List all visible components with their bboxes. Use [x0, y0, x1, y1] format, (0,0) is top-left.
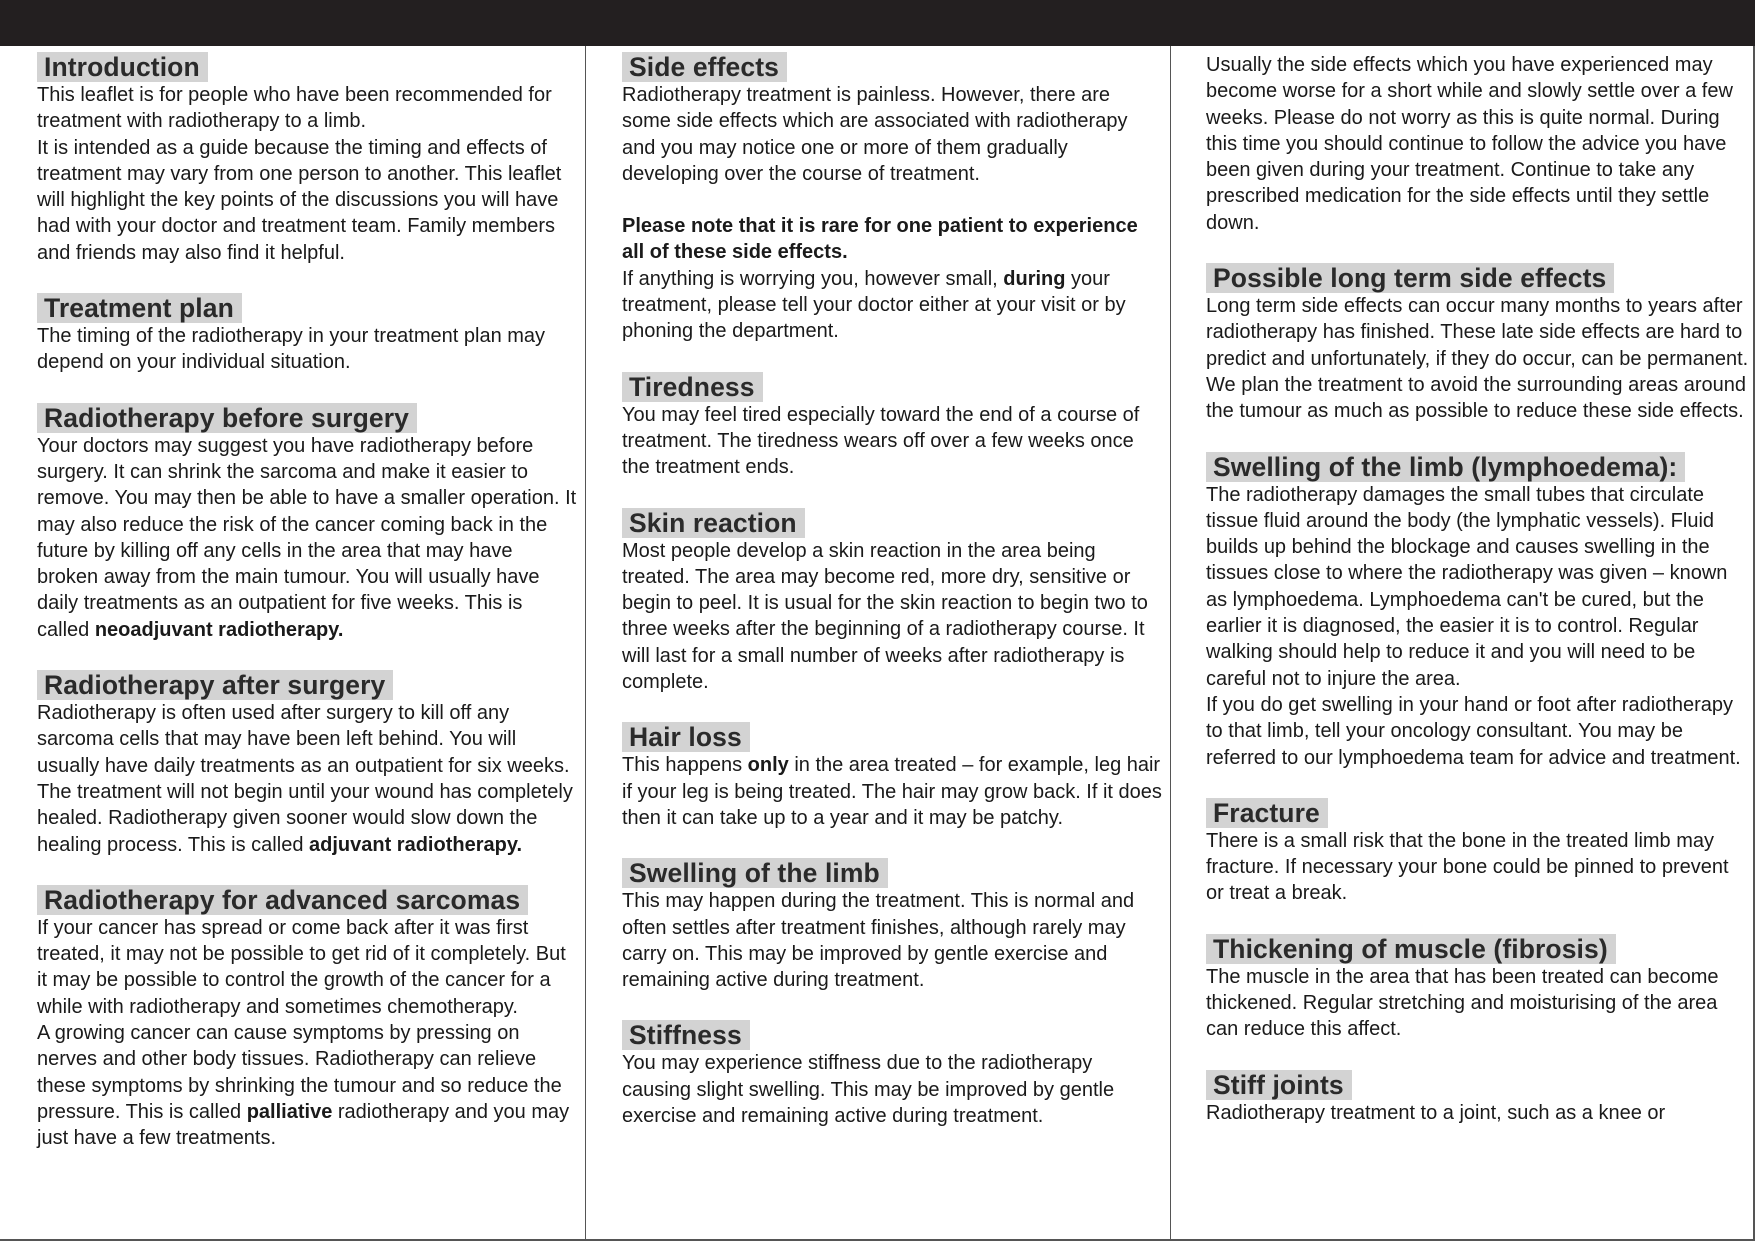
section-fracture	[1206, 798, 1749, 907]
heading-treatment-plan: Treatment plan	[37, 293, 242, 323]
column-2	[585, 46, 1170, 1241]
heading-fracture: Fracture	[1206, 798, 1328, 828]
section-skin-reaction	[622, 508, 1162, 696]
heading-side-effects: Side effects	[622, 52, 787, 82]
heading-tiredness: Tiredness	[622, 372, 763, 402]
paragraph: You may experience stiffness due to the radiotherapy causing slight swelling. This may be improved by gentle exercise and remaining active during treatment.	[622, 1052, 1115, 1128]
section-tiredness	[622, 372, 1162, 481]
heading-radiotherapy-before-surgery: Radiotherapy before surgery	[37, 403, 417, 433]
section-stiff-joints	[1206, 1070, 1749, 1126]
heading-lymphoedema: Swelling of the limb (lymphoedema):	[1206, 452, 1685, 482]
paragraph: This happens only in the area treated – for example, leg hair if your leg is being treated. The hair may grow back. If it does then it can take up to a year and it may be patchy.	[622, 754, 1162, 829]
heading-swelling-of-the-limb: Swelling of the limb	[622, 858, 888, 888]
bold-term: adjuvant radiotherapy.	[309, 833, 523, 856]
section-treatment-plan	[37, 293, 577, 376]
paragraph: Your doctors may suggest you have radiotherapy before surgery. It can shrink the sarcoma and make it easier to remove. You may then be able to have a smaller operation. It may also reduce the risk of the cancer coming back in the future by killing off any cells in the area that may have broken away from the main tumour. You will usually have daily treatments as an outpatient for five weeks. This is called neoadjuvant radiotherapy.	[37, 434, 577, 641]
heading-stiffness: Stiffness	[622, 1020, 750, 1050]
paragraph: The radiotherapy damages the small tubes that circulate tissue fluid around the body (the lymphatic vessels). Fluid builds up behind the blockage and causes swelling in the tissues close to where the radiotherapy was given – known as lymphoedema. Lymphoedema can't be cured, but the earlier it is diagnosed, the easier it is to control. Regular walking should help to reduce it and you will need to be careful not to injure the area.	[1206, 483, 1728, 690]
section-fibrosis	[1206, 934, 1749, 1043]
paragraph: It is intended as a guide because the timing and effects of treatment may vary from one person to another. This leaflet will highlight the key points of the discussions you will have had with your doctor and treatment team. Family members and friends may also find it helpful.	[37, 136, 562, 264]
note-paragraph: Please note that it is rare for one patient to experience all of these side effects.	[622, 215, 1138, 264]
paragraph: The timing of the radiotherapy in your treatment plan may depend on your individual situation.	[37, 325, 546, 374]
bold-term: only	[747, 754, 789, 777]
heading-fibrosis: Thickening of muscle (fibrosis)	[1206, 934, 1616, 964]
paragraph: This leaflet is for people who have been recommended for treatment with radiotherapy to a limb.	[37, 84, 552, 133]
section-radiotherapy-advanced-sarcomas	[37, 885, 577, 1152]
heading-radiotherapy-after-surgery: Radiotherapy after surgery	[37, 670, 393, 700]
paragraph: Usually the side effects which you have experienced may become worse for a short while and slowly settle over a few weeks. Please do not worry as this is quite normal. During this time you should continue to follow the advice you have been given during your treatment. Continue to take any prescribed medication for the side effects until they settle down.	[1206, 54, 1733, 234]
bold-term: during	[1003, 267, 1066, 290]
section-radiotherapy-after-surgery	[37, 670, 577, 858]
paragraph: If you do get swelling in your hand or foot after radiotherapy to that limb, tell your oncology consultant. You may be referred to our lymphoedema team for advice and treatment.	[1206, 693, 1741, 769]
heading-long-term-side-effects: Possible long term side effects	[1206, 263, 1614, 293]
section-radiotherapy-before-surgery	[37, 403, 577, 643]
paragraph: Long term side effects can occur many months to years after radiotherapy has finished. These late side effects are hard to predict and unfortunately, if they do occur, can be permanent. We plan the treatment to avoid the surrounding areas around the tumour as much as possible to reduce these side effects.	[1206, 295, 1749, 423]
paragraph: Radiotherapy is often used after surgery to kill off any sarcoma cells that may have been left behind. You will usually have daily treatments as an outpatient for six weeks. The treatment will not begin until your wound has completely healed. Radiotherapy given sooner would slow down the healing process. This is called adjuvant radiotherapy.	[37, 702, 573, 856]
section-hair-loss	[622, 722, 1162, 831]
heading-stiff-joints: Stiff joints	[1206, 1070, 1352, 1100]
paragraph: If anything is worrying you, however small, during your treatment, please tell your doctor either at your visit or by phoning the department.	[622, 267, 1126, 343]
paragraph: If your cancer has spread or come back after it was first treated, it may not be possible to get rid of it completely. But it may be possible to control the growth of the cancer for a while with radiotherapy and sometimes chemotherapy.	[37, 916, 566, 1018]
paragraph: The muscle in the area that has been treated can become thickened. Regular stretching and moisturising of the area can reduce this affect.	[1206, 965, 1719, 1041]
paragraph: You may feel tired especially toward the end of a course of treatment. The tiredness wears off over a few weeks once the treatment ends.	[622, 403, 1140, 479]
bold-term: neoadjuvant radiotherapy.	[94, 618, 344, 641]
section-long-term-side-effects	[1206, 263, 1749, 424]
heading-radiotherapy-advanced-sarcomas: Radiotherapy for advanced sarcomas	[37, 885, 528, 915]
section-introduction	[37, 52, 577, 266]
top-banner	[0, 0, 1755, 46]
column-3	[1170, 46, 1755, 1241]
paragraph: There is a small risk that the bone in the treated limb may fracture. If necessary your bone could be pinned to prevent or treat a break.	[1206, 829, 1729, 905]
section-side-effects	[622, 52, 1162, 345]
bold-term: palliative	[246, 1100, 333, 1123]
heading-hair-loss: Hair loss	[622, 722, 750, 752]
paragraph: A growing cancer can cause symptoms by pressing on nerves and other body tissues. Radiotherapy can relieve these symptoms by shrinking the tumour and so reduce the pressure. This is called palliative radiotherapy and you may just have a few treatments.	[37, 1022, 570, 1150]
column-1	[0, 46, 585, 1241]
paragraph: This may happen during the treatment. This is normal and often settles after treatment finishes, although rarely may carry on. This may be improved by gentle exercise and remaining active during treatment.	[622, 890, 1135, 992]
paragraph: Radiotherapy treatment is painless. However, there are some side effects which are associated with radiotherapy and you may notice one or more of them gradually developing over the course of treatment.	[622, 84, 1128, 185]
paragraph: Most people develop a skin reaction in the area being treated. The area may become red, more dry, sensitive or begin to peel. It is usual for the skin reaction to begin two to three weeks after the beginning of a radiotherapy course. It will last for a small number of weeks after radiotherapy is complete.	[622, 539, 1148, 694]
paragraph: Radiotherapy treatment to a joint, such as a knee or	[1206, 1101, 1666, 1124]
section-lymphoedema	[1206, 452, 1749, 771]
section-continued-side-effects	[1206, 52, 1749, 236]
section-stiffness	[622, 1020, 1162, 1129]
section-swelling-of-the-limb	[622, 858, 1162, 993]
heading-introduction: Introduction	[37, 52, 208, 82]
heading-skin-reaction: Skin reaction	[622, 508, 805, 538]
